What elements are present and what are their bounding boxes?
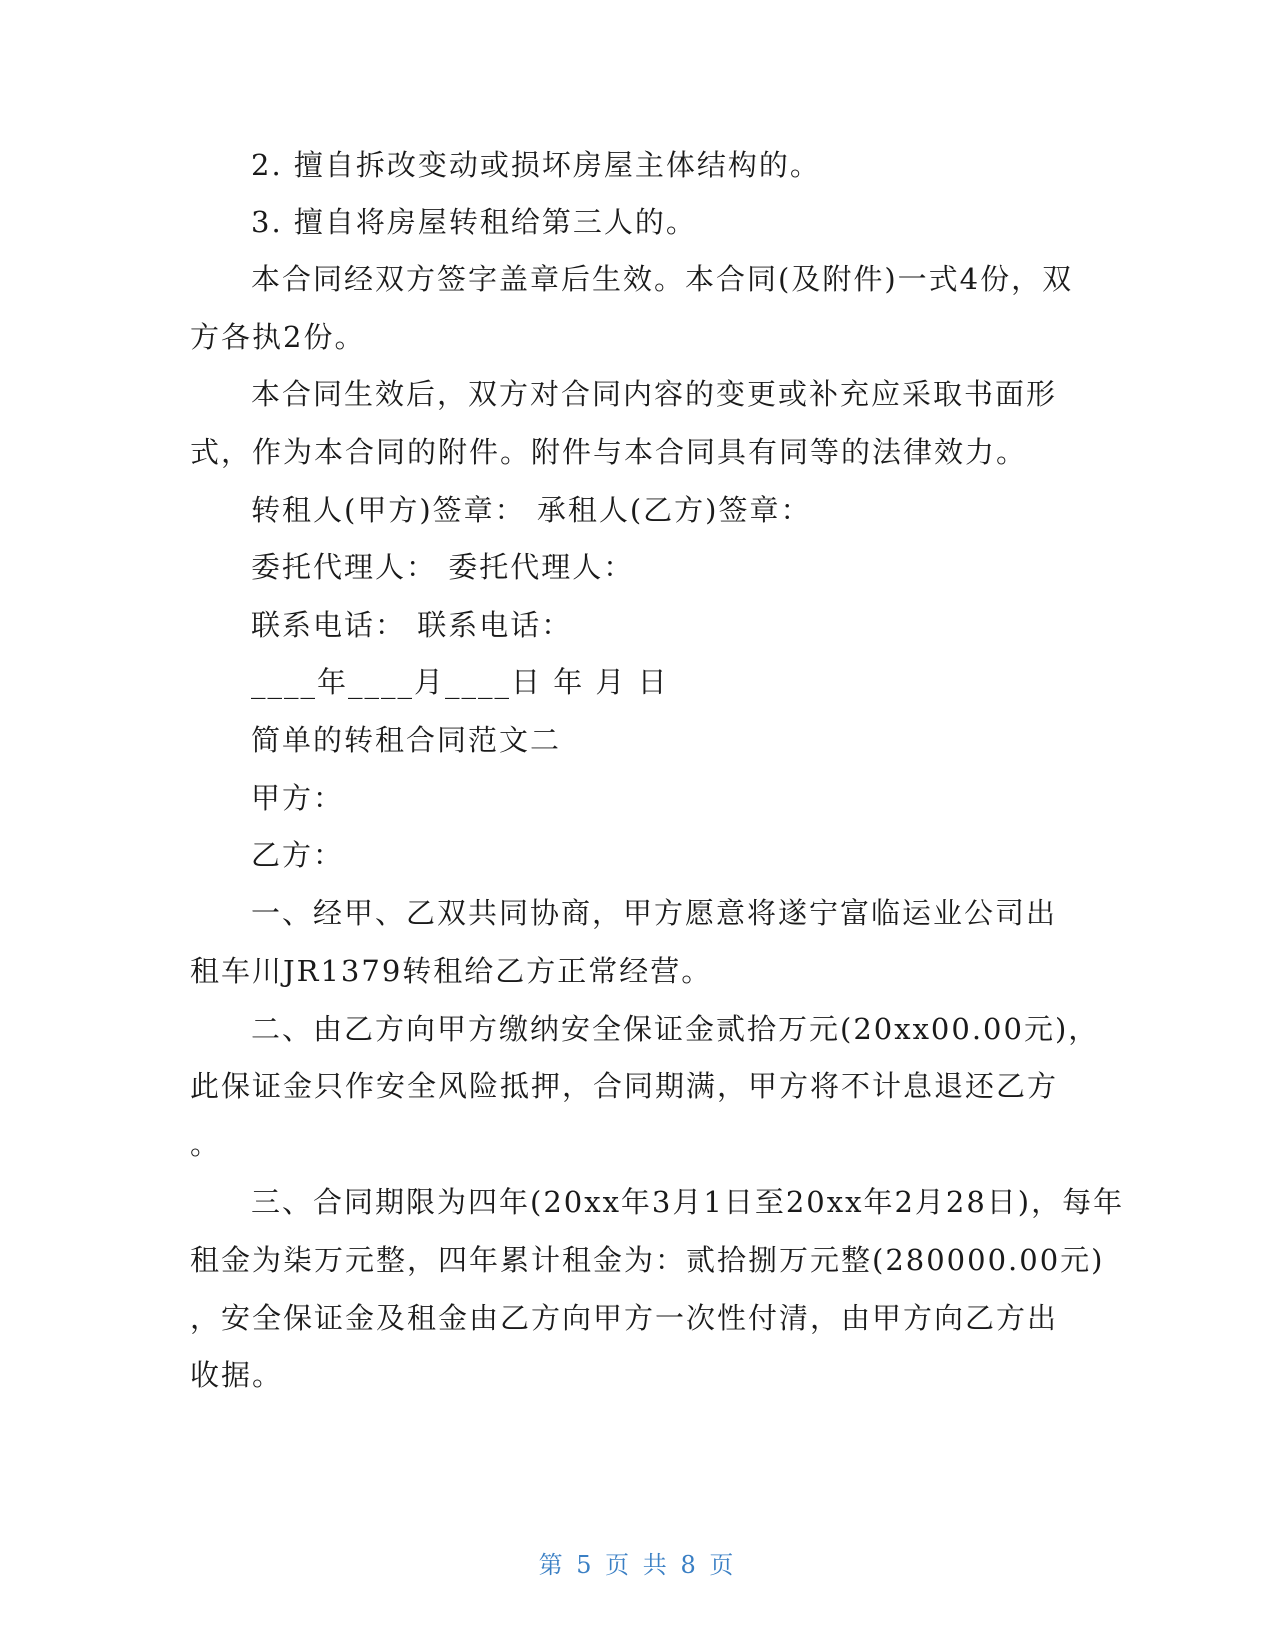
phone-line: 联系电话： 联系电话： <box>251 608 573 642</box>
date-line: ____年____月____日 年 月 日 <box>251 665 669 699</box>
amendment-line-1: 本合同生效后，双方对合同内容的变更或补充应采取书面形 <box>251 377 1058 411</box>
party-b-line: 乙方： <box>251 838 345 872</box>
effectiveness-line-1: 本合同经双方签字盖章后生效。本合同(及附件)一式4份，双 <box>251 262 1074 296</box>
article-2-line-3: 。 <box>190 1127 222 1161</box>
party-a-line: 甲方： <box>251 781 345 815</box>
effectiveness-line-2: 方各执2份。 <box>190 320 366 354</box>
clause-2-line: 2. 擅自拆改变动或损坏房屋主体结构的。 <box>251 148 821 182</box>
section-title: 简单的转租合同范文二 <box>251 723 562 757</box>
article-3-line-4: 收据。 <box>190 1358 284 1392</box>
clause-3-line: 3. 擅自将房屋转租给第三人的。 <box>251 205 697 239</box>
amendment-line-2: 式，作为本合同的附件。附件与本合同具有同等的法律效力。 <box>190 435 1028 469</box>
page-number-footer: 第 5 页 共 8 页 <box>538 1551 737 1579</box>
article-2-line-1: 二、由乙方向甲方缴纳安全保证金贰拾万元(20xx00.00元)， <box>251 1012 1100 1046</box>
agent-line: 委托代理人： 委托代理人： <box>251 550 635 584</box>
article-3-line-2: 租金为柒万元整，四年累计租金为：贰拾捌万元整(280000.00元) <box>190 1243 1105 1277</box>
article-1-line-1: 一、经甲、乙双共同协商，甲方愿意将遂宁富临运业公司出 <box>251 896 1058 930</box>
article-1-line-2: 租车川JR1379转租给乙方正常经营。 <box>190 954 713 988</box>
signature-line: 转租人(甲方)签章： 承租人(乙方)签章： <box>251 493 812 527</box>
article-3-line-3: ，安全保证金及租金由乙方向甲方一次性付清，由甲方向乙方出 <box>190 1301 1059 1335</box>
article-2-line-2: 此保证金只作安全风险抵押，合同期满，甲方将不计息退还乙方 <box>190 1069 1059 1103</box>
article-3-line-1: 三、合同期限为四年(20xx年3月1日至20xx年2月28日)，每年 <box>251 1185 1125 1219</box>
